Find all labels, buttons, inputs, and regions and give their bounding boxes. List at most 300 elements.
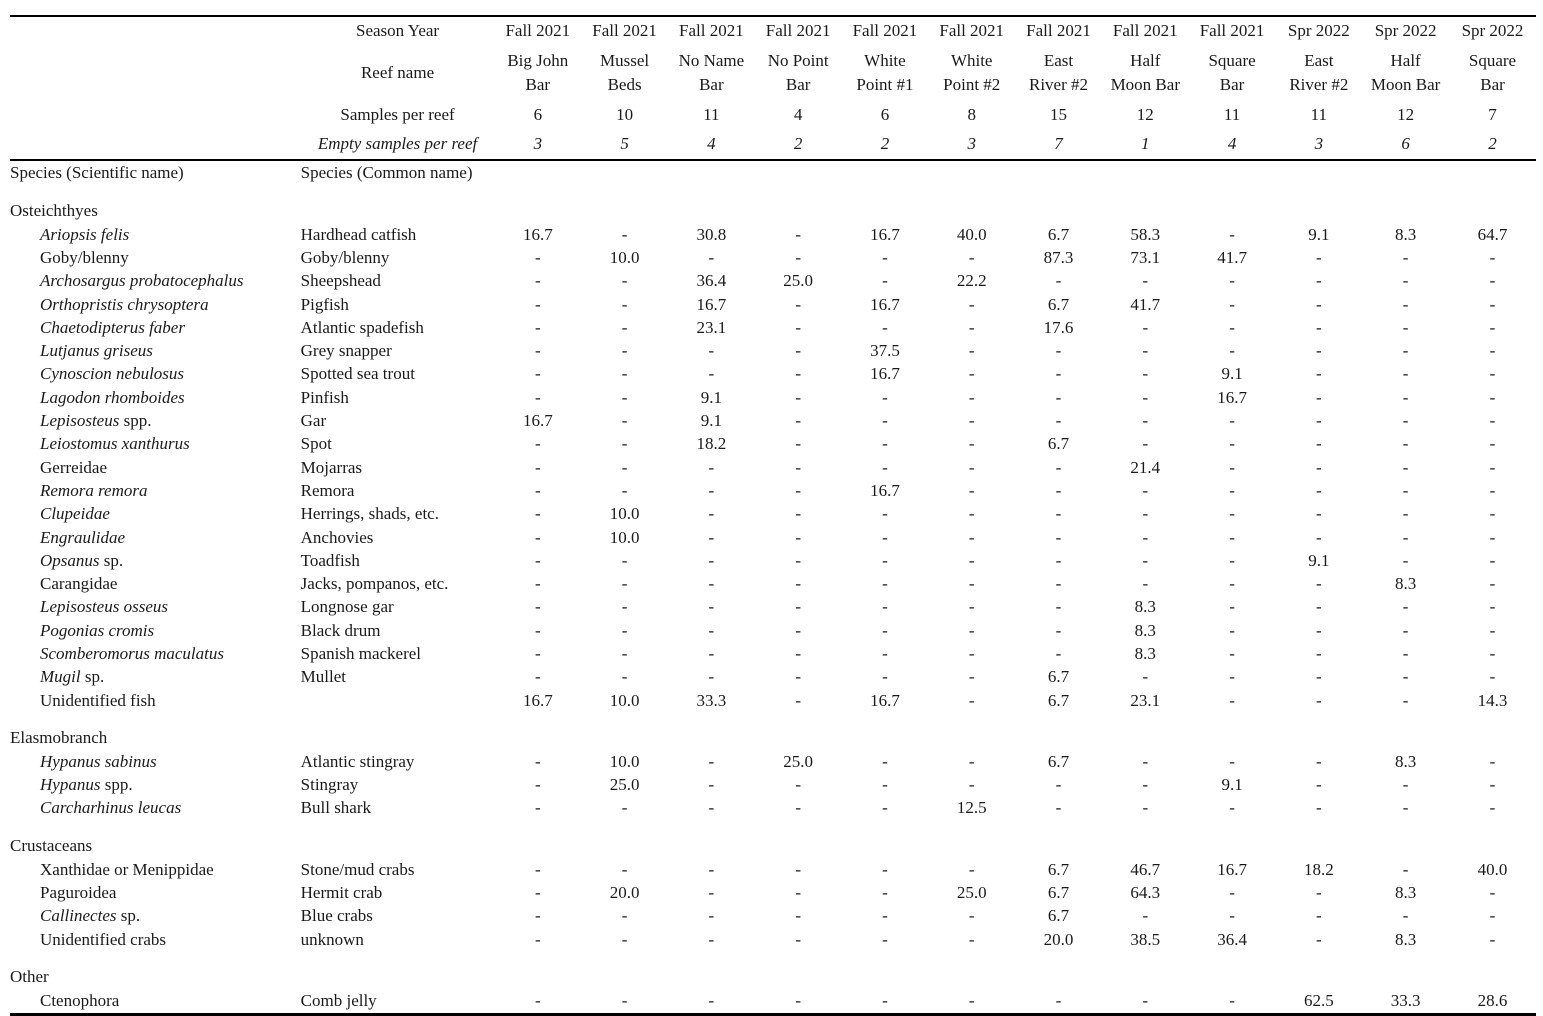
- value-cell: -: [968, 434, 975, 454]
- value-cell: 10.0: [609, 247, 640, 267]
- table-row: [10, 503, 1536, 526]
- value-cell: -: [968, 247, 975, 267]
- value-cell: -: [621, 859, 628, 879]
- value-cell: 25.0: [783, 271, 814, 291]
- value-cell: -: [1142, 364, 1149, 384]
- value-cell: -: [1055, 387, 1062, 407]
- value-cell: -: [1489, 883, 1496, 903]
- season-cell: Fall 2021: [1189, 16, 1276, 45]
- value-cell: -: [1402, 411, 1409, 431]
- common-name-cell: Grey snapper: [300, 341, 392, 361]
- value-cell: -: [534, 550, 541, 570]
- group-header-row: [10, 834, 1536, 858]
- value-cell: -: [1316, 798, 1322, 818]
- scientific-name: Cynoscion nebulosus: [40, 364, 185, 384]
- value-cell: -: [1316, 294, 1322, 314]
- value-cell: 8.3: [1134, 597, 1156, 617]
- value-cell: -: [534, 480, 541, 500]
- value-cell: -: [1402, 620, 1409, 640]
- value-cell: -: [1489, 527, 1496, 547]
- value-cell: -: [621, 620, 628, 640]
- reef-name-line-1: No Point: [767, 51, 829, 70]
- value-cell: -: [708, 859, 715, 879]
- table-row: [10, 409, 1536, 432]
- common-name-cell: Jacks, pompanos, etc.: [300, 574, 449, 594]
- samples-cell: 15: [1050, 105, 1067, 124]
- common-name-cell: [301, 689, 495, 712]
- value-cell: 64.7: [1477, 224, 1508, 244]
- value-cell: 40.0: [1477, 859, 1508, 879]
- value-cell: -: [708, 929, 715, 949]
- value-cell: -: [1489, 667, 1496, 687]
- reef-name-line-1: White: [864, 51, 906, 70]
- value-cell: -: [1316, 906, 1322, 926]
- empty-samples-cell: 7: [1015, 129, 1102, 160]
- reef-name-line-2: River #2: [1289, 75, 1349, 94]
- value-cell: 25.0: [609, 775, 640, 795]
- value-cell: -: [534, 751, 541, 771]
- value-cell: -: [1189, 989, 1276, 1014]
- value-cell: -: [534, 271, 541, 291]
- value-cell: 37.5: [870, 341, 900, 361]
- value-cell: -: [882, 883, 888, 903]
- common-name-cell: Spotted sea trout: [300, 364, 415, 384]
- value-cell: -: [1102, 989, 1189, 1014]
- value-cell: 9.1: [1221, 775, 1243, 795]
- scientific-name: Carangidae: [40, 574, 118, 594]
- table-row: [10, 223, 1536, 246]
- group-header-row: [10, 199, 1536, 223]
- value-cell: -: [968, 929, 975, 949]
- table-row: [10, 316, 1536, 339]
- scientific-name-cell: [10, 905, 301, 928]
- value-cell: -: [1402, 294, 1409, 314]
- scientific-name-cell: [10, 433, 301, 456]
- table-row: [10, 386, 1536, 409]
- scientific-name: Pogonias cromis: [40, 620, 155, 640]
- value-cell: 41.7: [1217, 247, 1247, 267]
- value-cell: 16.7: [522, 690, 553, 710]
- value-cell: -: [534, 906, 541, 926]
- value-cell: -: [708, 527, 715, 547]
- scientific-name-cell: [10, 246, 301, 269]
- value-cell: -: [1402, 798, 1409, 818]
- value-cell: 6.7: [1047, 883, 1070, 903]
- reef-name-line-1: Square: [1208, 51, 1256, 70]
- value-cell: -: [968, 859, 975, 879]
- value-cell: -: [968, 411, 975, 431]
- common-name-cell: Anchovies: [300, 527, 374, 547]
- value-cell: 17.6: [1043, 317, 1074, 337]
- value-cell: -: [968, 317, 975, 337]
- value-cell: -: [1229, 550, 1235, 570]
- value-cell: 8.3: [1395, 574, 1417, 594]
- scientific-name: Lepisosteus: [40, 411, 120, 431]
- scientific-name: Carcharhinus leucas: [40, 798, 182, 818]
- value-cell: -: [795, 574, 801, 594]
- value-cell: -: [1316, 317, 1322, 337]
- value-cell: -: [1489, 643, 1496, 663]
- table-row: [10, 750, 1536, 773]
- value-cell: -: [1402, 387, 1409, 407]
- header-spacer-cell: [10, 101, 301, 129]
- value-cell: -: [882, 411, 888, 431]
- value-cell: 16.7: [696, 294, 727, 314]
- value-cell: -: [621, 667, 628, 687]
- value-cell: -: [795, 798, 801, 818]
- group-header-row: [10, 726, 1536, 750]
- common-name-cell: Spanish mackerel: [300, 643, 422, 663]
- scientific-name-cell: [10, 409, 301, 432]
- value-cell: -: [1316, 527, 1322, 547]
- group-spacer: [10, 951, 1536, 965]
- value-cell: -: [534, 527, 541, 547]
- spacer-cell: [10, 185, 1536, 199]
- reef-name-line-2: Moon Bar: [1110, 75, 1180, 94]
- reef-name-line-1: East: [1043, 51, 1074, 70]
- value-cell: 9.1: [1308, 550, 1330, 570]
- common-name-cell: Mojarras: [300, 457, 363, 477]
- value-cell: -: [1316, 364, 1322, 384]
- scientific-name: Unidentified crabs: [40, 929, 167, 949]
- value-cell: 18.2: [1303, 859, 1334, 879]
- common-name-cell: Stingray: [300, 775, 359, 795]
- value-cell: -: [534, 434, 541, 454]
- value-cell: -: [1316, 574, 1322, 594]
- common-name-cell: Black drum: [300, 620, 381, 640]
- scientific-name: Mugil: [40, 667, 81, 687]
- value-cell: -: [795, 480, 801, 500]
- value-cell: -: [795, 643, 801, 663]
- reef-name-line-1: Half: [1390, 51, 1421, 70]
- table-row: [10, 774, 1536, 797]
- value-cell: 16.7: [870, 294, 900, 314]
- table-row: [10, 549, 1536, 572]
- value-cell: 16.7: [522, 224, 553, 244]
- value-cell: -: [968, 457, 975, 477]
- value-cell: -: [1055, 775, 1062, 795]
- table-header: [10, 16, 1536, 160]
- value-cell: -: [795, 775, 801, 795]
- value-cell: -: [1055, 597, 1062, 617]
- value-cell: 6.7: [1047, 690, 1070, 710]
- value-cell: 16.7: [870, 690, 900, 710]
- value-cell: -: [1489, 434, 1496, 454]
- scientific-name-cell: [10, 386, 301, 409]
- value-cell: -: [534, 883, 541, 903]
- value-cell: -: [1316, 775, 1322, 795]
- value-cell: -: [1316, 597, 1322, 617]
- scientific-name-cell: [10, 572, 301, 595]
- common-name-cell: Hermit crab: [300, 883, 383, 903]
- value-cell: -: [968, 504, 975, 524]
- value-cell: -: [968, 690, 975, 710]
- common-name-cell: Herrings, shads, etc.: [300, 504, 439, 524]
- value-cell: -: [1229, 751, 1235, 771]
- common-name-cell: Remora: [300, 480, 355, 500]
- value-cell: 16.7: [870, 480, 900, 500]
- scientific-name: Lagodon rhomboides: [40, 387, 185, 407]
- value-cell: -: [882, 434, 888, 454]
- scientific-name-cell: [10, 619, 301, 642]
- value-cell: -: [968, 667, 975, 687]
- value-cell: -: [1489, 341, 1496, 361]
- value-cell: -: [1402, 775, 1409, 795]
- common-name-cell: Comb jelly: [301, 989, 495, 1014]
- value-cell: 23.1: [696, 317, 727, 337]
- reef-name-line-2: Bar: [699, 75, 724, 94]
- value-cell: -: [1489, 247, 1496, 267]
- scientific-name-cell: [10, 316, 301, 339]
- blank-cell: [668, 160, 755, 185]
- value-cell: -: [1316, 643, 1322, 663]
- blank-cell: [1015, 160, 1102, 185]
- header-spacer-cell: [10, 129, 301, 160]
- value-cell: -: [795, 434, 801, 454]
- value-cell: -: [1489, 751, 1496, 771]
- value-cell: 6.7: [1047, 294, 1070, 314]
- value-cell: 6.7: [1047, 434, 1070, 454]
- common-name-cell: Hardhead catfish: [300, 224, 417, 244]
- common-name-cell: Blue crabs: [300, 906, 373, 926]
- value-cell: -: [1402, 364, 1409, 384]
- reef-name-line-1: Mussel: [600, 51, 650, 70]
- value-cell: -: [708, 550, 715, 570]
- value-cell: -: [1229, 597, 1235, 617]
- scientific-name-suffix: sp.: [116, 906, 141, 926]
- value-cell: -: [708, 247, 715, 267]
- group-name: Elasmobranch: [10, 728, 108, 748]
- value-cell: -: [968, 775, 975, 795]
- value-cell: -: [1489, 550, 1496, 570]
- value-cell: -: [708, 574, 715, 594]
- value-cell: -: [1316, 690, 1322, 710]
- value-cell: -: [534, 387, 541, 407]
- empty-samples-cell: 3: [928, 129, 1015, 160]
- value-cell: 8.3: [1395, 929, 1417, 949]
- empty-samples-row: [10, 129, 1536, 160]
- value-cell: -: [882, 574, 888, 594]
- value-cell: -: [494, 989, 581, 1014]
- value-cell: -: [621, 906, 628, 926]
- reef-name-line-2: Bar: [525, 75, 551, 94]
- value-cell: -: [1055, 798, 1062, 818]
- season-cell: Fall 2021: [668, 16, 755, 45]
- value-cell: -: [1229, 883, 1235, 903]
- value-cell: -: [534, 667, 541, 687]
- value-cell: 9.1: [1221, 364, 1243, 384]
- value-cell: -: [1489, 364, 1496, 384]
- common-name-cell: Bull shark: [300, 798, 372, 818]
- value-cell: -: [1316, 751, 1322, 771]
- table-body: [10, 160, 1536, 1014]
- value-cell: -: [534, 775, 541, 795]
- reef-name-cell: [1275, 45, 1362, 101]
- value-cell: -: [621, 271, 628, 291]
- value-cell: -: [1402, 859, 1409, 879]
- value-cell: 36.4: [696, 271, 727, 291]
- scientific-name-cell: [10, 750, 301, 773]
- value-cell: -: [1229, 620, 1235, 640]
- value-cell: -: [968, 751, 975, 771]
- value-cell: 30.8: [696, 224, 727, 244]
- scientific-name: Orthopristis chrysoptera: [40, 294, 209, 314]
- table-row: [10, 363, 1536, 386]
- value-cell: -: [1316, 434, 1322, 454]
- value-cell: -: [1055, 341, 1062, 361]
- value-cell: 38.5: [1130, 929, 1161, 949]
- value-cell: -: [1055, 550, 1062, 570]
- common-name-cell: Sheepshead: [300, 271, 381, 291]
- samples-cell: 12: [1397, 105, 1415, 124]
- value-cell: -: [1055, 271, 1062, 291]
- reef-name-line-1: White: [950, 51, 993, 70]
- scientific-name: Opsanus: [40, 550, 100, 570]
- value-cell: 16.7: [522, 411, 553, 431]
- value-cell: -: [795, 550, 801, 570]
- value-cell: 6.7: [1047, 859, 1070, 879]
- group-spacer: [10, 712, 1536, 726]
- value-cell: -: [1402, 667, 1409, 687]
- value-cell: -: [1316, 411, 1322, 431]
- value-cell: -: [621, 387, 628, 407]
- value-cell: -: [621, 411, 628, 431]
- value-cell: -: [1402, 597, 1409, 617]
- season-cell: Spr 2022: [1275, 16, 1362, 45]
- value-cell: -: [1316, 271, 1322, 291]
- spacer-cell: [10, 951, 1536, 965]
- scientific-name-header: Species (Scientific name): [10, 163, 184, 182]
- table-row: [10, 642, 1536, 665]
- value-cell: -: [1229, 434, 1235, 454]
- samples-cell: 11: [1310, 105, 1328, 124]
- spacer-cell: [10, 820, 1536, 834]
- empty-samples-cell: 1: [1102, 129, 1189, 160]
- table-row: [10, 572, 1536, 595]
- value-cell: -: [1316, 620, 1322, 640]
- value-cell: -: [1142, 434, 1149, 454]
- value-cell: -: [708, 341, 715, 361]
- value-cell: 62.5: [1275, 989, 1362, 1014]
- value-cell: -: [1229, 643, 1235, 663]
- samples-cell: 7: [1488, 105, 1497, 124]
- value-cell: 12.5: [956, 798, 987, 818]
- value-cell: -: [882, 527, 888, 547]
- value-cell: -: [795, 667, 801, 687]
- reef-name-line-1: No Name: [678, 51, 745, 70]
- scientific-name: Unidentified fish: [40, 690, 156, 710]
- season-cell: Spr 2022: [1362, 16, 1449, 45]
- scientific-name: Remora remora: [40, 480, 148, 500]
- value-cell: 22.2: [956, 271, 987, 291]
- scientific-name: Goby/blenny: [40, 247, 129, 267]
- reef-name-line-1: Big John: [507, 51, 569, 70]
- value-cell: -: [708, 906, 715, 926]
- scientific-name-suffix: spp.: [100, 775, 133, 795]
- blank-cell: [842, 160, 929, 185]
- value-cell: -: [968, 527, 975, 547]
- value-cell: -: [1489, 317, 1496, 337]
- scientific-name-cell: [10, 989, 301, 1014]
- scientific-name-cell: [10, 881, 301, 904]
- scientific-name: Archosargus probatocephalus: [40, 271, 244, 291]
- reef-name-line-2: Point #1: [856, 75, 914, 94]
- value-cell: 64.3: [1130, 883, 1161, 903]
- value-cell: 33.3: [696, 690, 727, 710]
- scientific-name-cell: [10, 526, 301, 549]
- scientific-name-cell: [10, 858, 301, 881]
- value-cell: -: [621, 574, 628, 594]
- value-cell: -: [1055, 480, 1062, 500]
- blank-cell: [1189, 160, 1276, 185]
- value-cell: -: [534, 798, 541, 818]
- value-cell: -: [534, 574, 541, 594]
- season-cell: Fall 2021: [1015, 16, 1102, 45]
- value-cell: -: [621, 929, 628, 949]
- table-row: [10, 928, 1536, 951]
- empty-samples-cell: 2: [1449, 129, 1536, 160]
- value-cell: -: [708, 364, 715, 384]
- value-cell: -: [1142, 341, 1149, 361]
- value-cell: -: [1489, 798, 1496, 818]
- value-cell: -: [1402, 690, 1409, 710]
- value-cell: -: [621, 457, 628, 477]
- value-cell: 10.0: [609, 751, 640, 771]
- value-cell: -: [882, 775, 888, 795]
- value-cell: -: [1015, 989, 1102, 1014]
- common-name-cell: unknown: [300, 929, 364, 949]
- value-cell: -: [795, 341, 801, 361]
- value-cell: -: [1316, 387, 1322, 407]
- reef-name-line-2: River #2: [1028, 75, 1089, 94]
- value-cell: -: [1489, 504, 1496, 524]
- value-cell: -: [1402, 247, 1409, 267]
- value-cell: -: [1055, 364, 1062, 384]
- table-row: [10, 270, 1536, 293]
- value-cell: -: [621, 434, 628, 454]
- common-name-cell: Pinfish: [300, 387, 349, 407]
- value-cell: -: [968, 480, 975, 500]
- value-cell: -: [1489, 271, 1496, 291]
- scientific-name-cell: [10, 928, 301, 951]
- value-cell: -: [621, 597, 628, 617]
- species-frequency-table: [10, 15, 1536, 1016]
- value-cell: -: [1229, 504, 1235, 524]
- value-cell: -: [795, 883, 801, 903]
- scientific-name-cell: [10, 479, 301, 502]
- value-cell: -: [882, 504, 888, 524]
- value-cell: -: [1402, 434, 1409, 454]
- value-cell: -: [882, 457, 888, 477]
- value-cell: -: [1489, 574, 1496, 594]
- scientific-name: Lutjanus griseus: [40, 341, 153, 361]
- value-cell: -: [842, 989, 929, 1014]
- value-cell: -: [534, 859, 541, 879]
- value-cell: -: [1229, 527, 1235, 547]
- value-cell: 58.3: [1130, 224, 1161, 244]
- header-spacer-cell: [10, 45, 301, 101]
- value-cell: -: [1402, 317, 1409, 337]
- samples-cell: 11: [703, 105, 720, 124]
- value-cell: 33.3: [1362, 989, 1449, 1014]
- value-cell: -: [1142, 574, 1149, 594]
- value-cell: -: [1489, 387, 1496, 407]
- value-cell: -: [534, 364, 541, 384]
- value-cell: -: [1142, 775, 1149, 795]
- scientific-name-cell: [10, 293, 301, 316]
- value-cell: -: [1229, 411, 1235, 431]
- value-cell: -: [668, 989, 755, 1014]
